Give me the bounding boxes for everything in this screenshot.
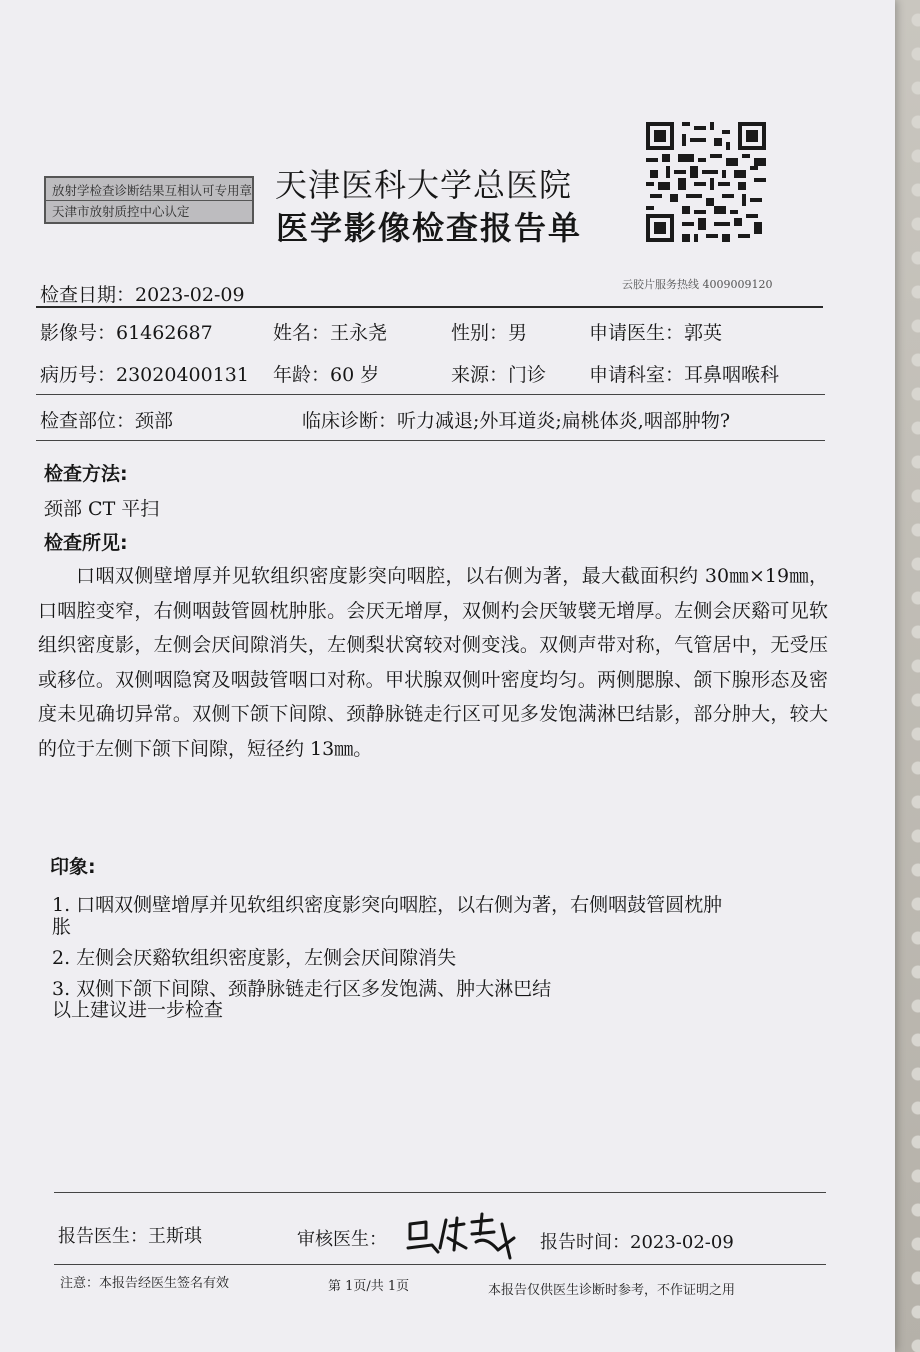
image-number: 影像号：61462687 — [40, 322, 213, 344]
divider-mid — [36, 394, 825, 395]
impression-suggestion: 以上建议进一步检查 — [52, 999, 224, 1021]
impression-item-2: 2. 左侧会厌谿软组织密度影，左侧会厌间隙消失 — [52, 947, 457, 969]
divider-note — [54, 1264, 826, 1265]
requesting-department: 申请科室：耳鼻咽喉科 — [589, 364, 780, 386]
divider-footer — [54, 1192, 826, 1193]
impression-item-1-cont: 胀 — [52, 916, 72, 938]
certification-stamp — [44, 176, 254, 224]
patient-age: 年龄：60 岁 — [273, 364, 380, 386]
hospital-name: 天津医科大学总医院 — [275, 166, 573, 204]
hotline-text: 云胶片服务热线 4009009120 — [622, 278, 773, 291]
handwritten-signature — [402, 1208, 522, 1262]
findings-text: 口咽双侧壁增厚并见软组织密度影突向咽腔，以右侧为著，最大截面积约 30㎜×19㎜，口咽腔变窄，右侧咽鼓管圆枕肿胀。会厌无增厚，双侧杓会厌皱襞无增厚。左侧会厌谿可见软组织密度影，左侧会厌间隙消失，左侧梨状窝较对侧变浅。双侧声带对称，气管居中，无受压或移位。双侧咽隐窝及咽鼓管咽口对称。甲状腺双侧叶密度均匀。两侧腮腺、颌下腺形态及密度未见确切异常。双侧下颌下间隙、颈静脉链走行区可见多发饱满淋巴结影，部分肿大，较大的位于左侧下颌下间隙，短径约 13㎜。 — [38, 565, 828, 760]
findings-heading: 检查所见: — [44, 532, 128, 554]
review-doctor-label: 审核医生： — [297, 1229, 387, 1250]
record-number: 病历号：23020400131 — [40, 364, 249, 386]
divider-info-bottom — [36, 440, 825, 441]
disclaimer: 本报告仅供医生诊断时参考，不作证明之用 — [488, 1283, 736, 1298]
patient-name: 姓名：王永尧 — [273, 322, 388, 344]
requesting-doctor: 申请医生：郭英 — [589, 322, 723, 344]
divider-top — [36, 306, 823, 308]
method-text: 颈部 CT 平扫 — [44, 498, 160, 520]
stamp-line-2: 天津市放射质控中心认定 — [52, 204, 190, 219]
exam-date: 检查日期：2023-02-09 — [40, 284, 245, 306]
report-time: 报告时间：2023-02-09 — [540, 1232, 734, 1253]
page-indicator: 第 1页/共 1页 — [328, 1279, 410, 1294]
stamp-line-1: 放射学检查诊断结果互相认可专用章 — [46, 180, 252, 201]
exam-part: 检查部位：颈部 — [40, 410, 174, 432]
impression-item-1: 1. 口咽双侧壁增厚并见软组织密度影突向咽腔，以右侧为著，右侧咽鼓管圆枕肿 — [52, 894, 723, 916]
method-heading: 检查方法: — [44, 463, 128, 485]
impression-heading: 印象: — [50, 856, 96, 878]
validity-note: 注意：本报告经医生签名有效 — [60, 1276, 230, 1291]
impression-item-3: 3. 双侧下颌下间隙、颈静脉链走行区多发饱满、肿大淋巴结 — [52, 978, 552, 1000]
report-title: 医学影像检查报告单 — [276, 209, 583, 247]
report-doctor: 报告医生：王斯琪 — [58, 1226, 202, 1247]
patient-source: 来源：门诊 — [451, 364, 547, 386]
patient-sex: 性别：男 — [451, 322, 528, 344]
qr-code-icon — [646, 122, 766, 246]
clinical-diagnosis: 临床诊断：听力减退;外耳道炎;扁桃体炎,咽部肿物? — [302, 410, 731, 432]
